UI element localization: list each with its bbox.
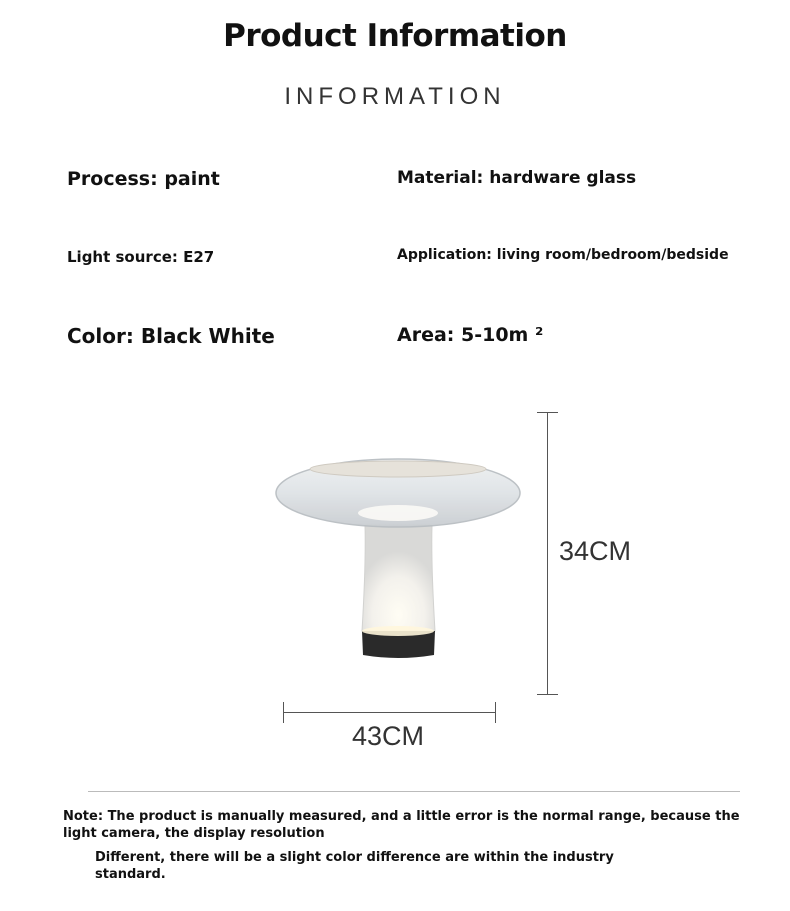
page-title: Product Information <box>223 18 567 54</box>
spec-application: Application: living room/bedroom/bedside <box>397 247 729 263</box>
note-line-2: Different, there will be a slight color difference are within the industry standard. <box>95 850 614 882</box>
spec-color: Color: Black White <box>67 324 275 348</box>
width-dimension-label: 43CM <box>352 721 425 751</box>
width-dimension-line <box>284 712 496 713</box>
page-subtitle: INFORMATION <box>284 83 506 110</box>
height-dimension-line <box>547 413 548 695</box>
lamp-stem <box>362 525 435 631</box>
width-dimension-tick-left <box>283 702 284 723</box>
spec-process: Process: paint <box>67 168 220 190</box>
height-dimension-label: 34CM <box>559 536 632 566</box>
spec-light-source: Light source: E27 <box>67 248 215 266</box>
spec-material: Material: hardware glass <box>397 168 637 188</box>
height-dimension-tick-bottom <box>537 694 558 695</box>
lamp-image <box>270 455 530 665</box>
spec-area: Area: 5-10m ² <box>397 324 544 346</box>
divider <box>88 791 740 792</box>
note-line-1: Note: The product is manually measured, and a little error is the normal range, because the light camera, the display resolution <box>63 809 740 841</box>
height-dimension-tick-top <box>537 412 558 413</box>
width-dimension-tick-right <box>495 702 496 723</box>
